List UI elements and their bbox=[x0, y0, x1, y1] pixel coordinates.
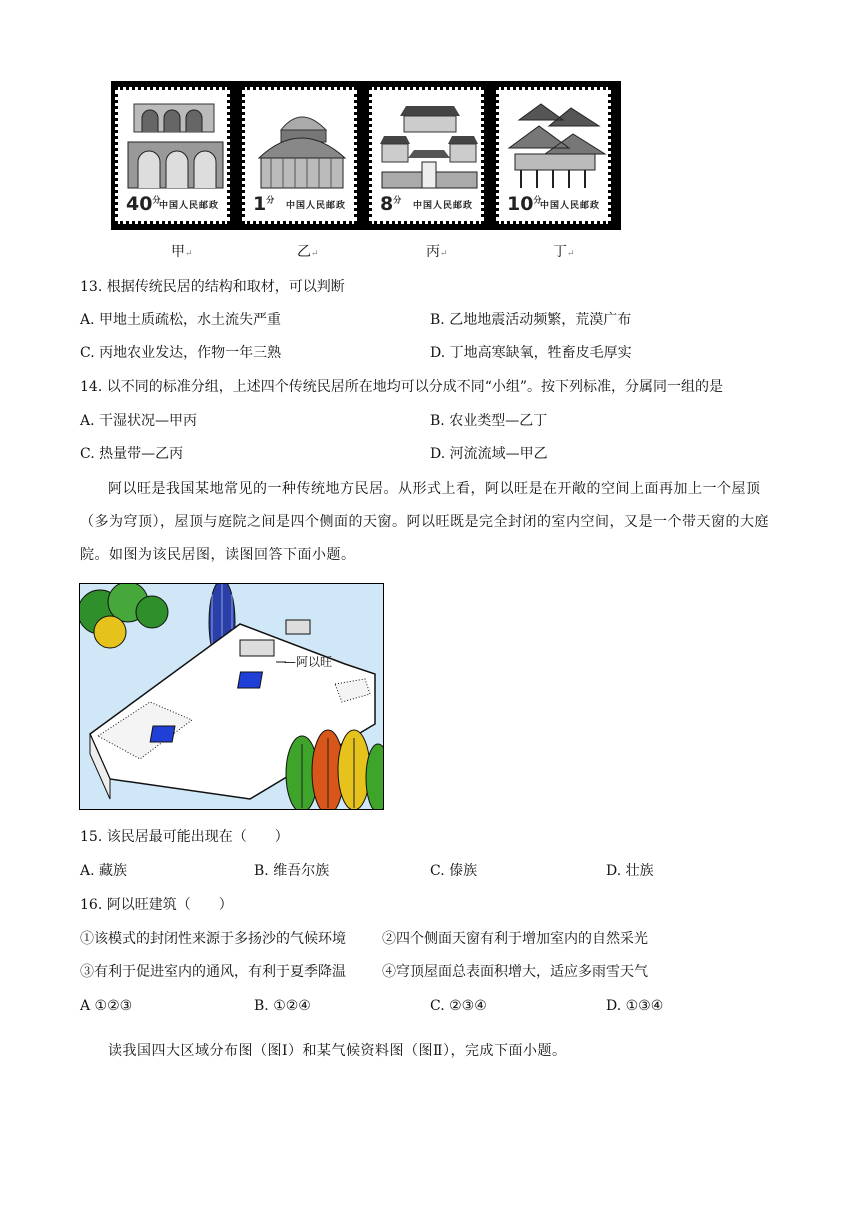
stilt-house-illustration bbox=[505, 96, 608, 191]
stamp-strip bbox=[111, 81, 621, 230]
stamp-value: $8^分$ bbox=[380, 193, 402, 215]
q16-statement-4: ④穹顶屋面总表面积增大，适应多雨雪天气 bbox=[382, 964, 648, 980]
q16-statement-2: ②四个侧面天窗有利于增加室内的自然采光 bbox=[382, 931, 648, 947]
q13-option-c[interactable]: C. 丙地农业发达，作物一年三熟 bbox=[80, 345, 282, 361]
q13-option-d[interactable]: D. 丁地高寒缺氧，牲畜皮毛厚实 bbox=[430, 345, 632, 361]
q13-option-a[interactable]: A. 甲地土质疏松，水土流失严重 bbox=[80, 312, 282, 328]
q16-option-b[interactable]: B. ①②④ bbox=[254, 998, 311, 1014]
courtyard-house-illustration bbox=[378, 96, 481, 191]
stamp-value: $40^分$ bbox=[126, 193, 161, 215]
stamp-ding bbox=[496, 87, 611, 224]
stamp-postal-text: 中国人民邮政 bbox=[539, 201, 600, 211]
intro-next-questions: 读我国四大区域分布图（图Ⅰ）和某气候资料图（图Ⅱ），完成下面小题。 bbox=[108, 1043, 567, 1059]
caption-ding: 丁↵ bbox=[553, 244, 575, 260]
trees-right bbox=[286, 730, 383, 809]
bushes-left bbox=[80, 584, 168, 648]
q16-statement-1: ①该模式的封闭性来源于多扬沙的气候环境 bbox=[80, 931, 346, 947]
q15-option-d[interactable]: D. 壮族 bbox=[606, 863, 654, 879]
q15-option-b[interactable]: B. 维吾尔族 bbox=[254, 863, 330, 879]
q16-statement-3: ③有利于促进室内的通风，有利于夏季降温 bbox=[80, 964, 346, 980]
stamp-yi bbox=[242, 87, 357, 224]
q14-option-a[interactable]: A. 干湿状况—甲丙 bbox=[80, 413, 198, 429]
ayiwang-illustration bbox=[80, 584, 383, 809]
ayiwang-label: —阿以旺 bbox=[284, 655, 333, 669]
skylight-pool-lower bbox=[150, 726, 175, 742]
stamp-value: $10^分$ bbox=[507, 193, 542, 215]
cave-dwelling-illustration bbox=[124, 96, 227, 191]
stamp-postal-text: 中国人民邮政 bbox=[285, 201, 346, 211]
q14-option-d[interactable]: D. 河流流域—甲乙 bbox=[430, 446, 548, 462]
stamp-postal-text: 中国人民邮政 bbox=[412, 201, 473, 211]
q13-option-b[interactable]: B. 乙地地震活动频繁，荒漠广布 bbox=[430, 312, 632, 328]
q13-stem: 13. 根据传统民居的结构和取材，可以判断 bbox=[80, 279, 345, 295]
q14-option-b[interactable]: B. 农业类型—乙丁 bbox=[430, 413, 548, 429]
q15-option-c[interactable]: C. 傣族 bbox=[430, 863, 478, 879]
q16-option-c[interactable]: C. ②③④ bbox=[430, 998, 487, 1014]
skylight-pool-upper bbox=[238, 672, 263, 688]
caption-jia: 甲↵ bbox=[171, 244, 193, 260]
yurt-illustration bbox=[251, 96, 354, 191]
rooftop-kiosk bbox=[286, 620, 310, 634]
caption-bing: 丙↵ bbox=[426, 244, 448, 260]
q14-stem: 14. 以不同的标准分组，上述四个传统民居所在地均可以分成不同“小组”。按下列标准，分属同一组的是 bbox=[80, 379, 724, 395]
stamp-value: $1^分$ bbox=[253, 193, 275, 215]
q16-option-a[interactable]: A ①②③ bbox=[80, 998, 133, 1014]
q16-stem: 16. 阿以旺建筑（ ） bbox=[80, 897, 233, 913]
q15-stem: 15. 该民居最可能出现在（ ） bbox=[80, 829, 289, 845]
q16-option-d[interactable]: D. ①③④ bbox=[606, 998, 664, 1014]
ayiwang-house-figure bbox=[79, 583, 384, 810]
rooftop-pavilion bbox=[240, 640, 274, 656]
q14-option-c[interactable]: C. 热量带—乙丙 bbox=[80, 446, 184, 462]
caption-yi: 乙↵ bbox=[297, 244, 319, 260]
stamp-postal-text: 中国人民邮政 bbox=[158, 201, 219, 211]
stamp-jia bbox=[115, 87, 230, 224]
passage-ayiwang: 阿以旺是我国某地常见的一种传统地方民居。从形式上看，阿以旺是在开敞的空间上面再加上一个屋顶（多为穹顶），屋顶与庭院之间是四个侧面的天窗。阿以旺既是完全封闭的室内空间，又是一个带天窗的大庭院。如图为该民居图，读图回答下面小题。 bbox=[80, 481, 769, 563]
q15-option-a[interactable]: A. 藏族 bbox=[80, 863, 128, 879]
stamp-bing bbox=[369, 87, 484, 224]
